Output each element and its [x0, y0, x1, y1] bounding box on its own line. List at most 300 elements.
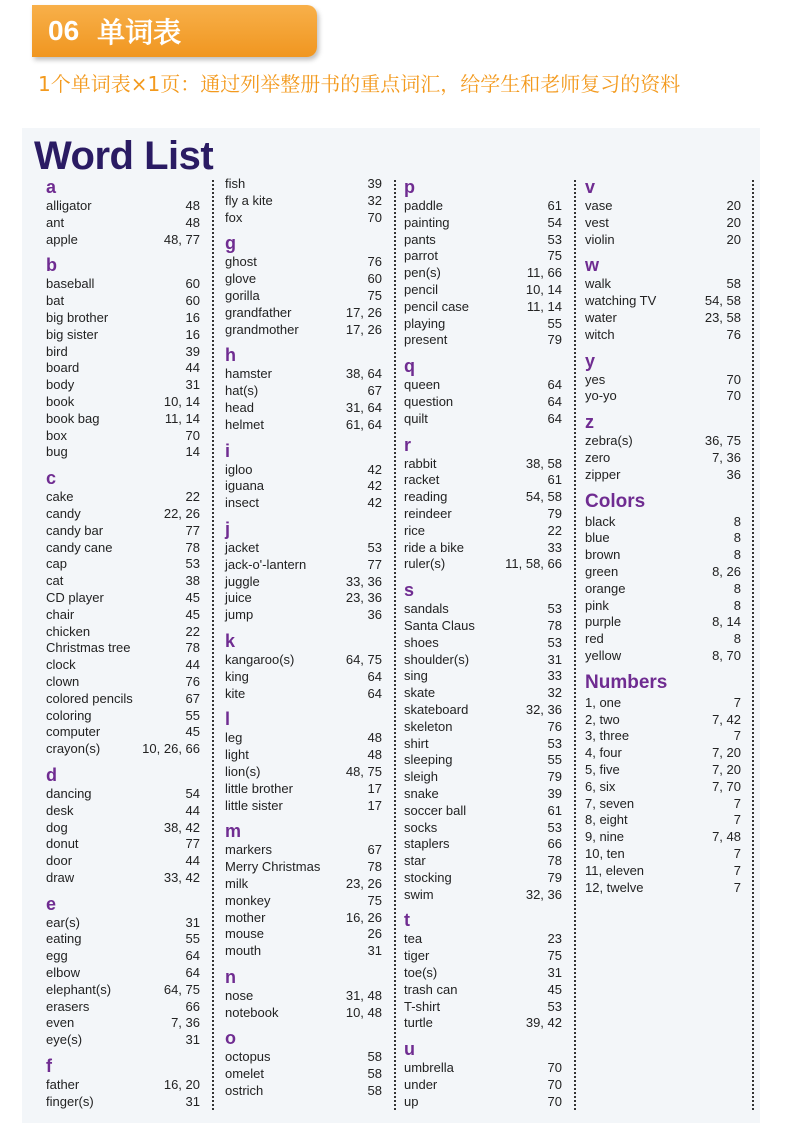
page-numbers: 77 — [185, 522, 200, 538]
word-text: fish — [225, 176, 246, 191]
page-numbers: 26 — [367, 926, 382, 942]
word-entry — [225, 926, 382, 943]
word-entry — [404, 1015, 562, 1032]
letter-heading: r — [404, 434, 412, 455]
word-entry — [225, 669, 382, 686]
word-text: purple — [585, 614, 622, 630]
word-entry — [404, 870, 562, 887]
word-text: fly a kite — [225, 192, 273, 208]
word-entry — [46, 820, 200, 837]
page-numbers: 10, 14 — [525, 281, 562, 297]
page-numbers: 31, 48 — [345, 987, 382, 1003]
page-numbers: 45 — [185, 724, 200, 740]
page-numbers: 7 — [733, 728, 741, 744]
page-numbers: 7, 42 — [712, 711, 741, 727]
word-text: dog — [46, 819, 68, 835]
word-text: 8, eight — [585, 812, 628, 828]
page-numbers: 64 — [367, 685, 382, 701]
letter-heading: j — [225, 518, 231, 539]
page-numbers: 70 — [547, 1077, 562, 1093]
word-entry — [46, 786, 200, 803]
page-numbers: 70 — [547, 1060, 562, 1076]
page-numbers: 58 — [726, 276, 741, 292]
word-text: 5, five — [585, 761, 620, 777]
word-entry — [404, 601, 562, 618]
word-text: father — [46, 1077, 80, 1093]
word-entry — [404, 931, 562, 948]
word-entry — [46, 1094, 200, 1111]
word-text: kite — [225, 685, 246, 701]
word-text: book bag — [46, 410, 100, 426]
page-numbers: 10, 48 — [345, 1004, 382, 1020]
word-entry — [225, 747, 382, 764]
section-subtitle: 1个单词表×1页：通过列举整册书的重点词汇，给学生和老师复习的资料 — [38, 72, 681, 96]
page-numbers: 44 — [185, 657, 200, 673]
word-text: markers — [225, 842, 272, 858]
word-entry — [46, 573, 200, 590]
word-text: jacket — [225, 539, 259, 555]
word-entry — [404, 948, 562, 965]
word-text: walk — [585, 276, 612, 292]
word-text: kangaroo(s) — [225, 651, 295, 667]
word-entry — [585, 450, 741, 467]
page-numbers: 10, 14 — [163, 393, 200, 409]
word-text: paddle — [404, 198, 444, 213]
word-text: pants — [404, 231, 436, 247]
word-entry — [404, 198, 562, 215]
page-numbers: 11, 14 — [526, 298, 562, 314]
page-numbers: 61, 64 — [345, 416, 382, 432]
word-entry — [46, 523, 200, 540]
column-divider — [752, 180, 754, 1110]
word-text: swim — [404, 886, 434, 902]
word-text: little sister — [225, 797, 283, 813]
word-entry — [585, 276, 741, 293]
word-text: little brother — [225, 780, 293, 796]
section-tab — [32, 5, 317, 57]
word-entry — [404, 685, 562, 702]
letter-heading: k — [225, 630, 236, 651]
page-numbers: 53 — [547, 735, 562, 751]
letter-heading: u — [404, 1039, 415, 1060]
word-text: black — [585, 513, 616, 529]
word-entry — [404, 887, 562, 904]
letter-heading: h — [225, 345, 236, 366]
page-numbers: 55 — [185, 931, 200, 947]
page-numbers: 36 — [367, 607, 382, 623]
word-entry — [46, 327, 200, 344]
word-entry — [585, 547, 741, 564]
page-numbers: 38, 58 — [525, 455, 562, 471]
word-text: reading — [404, 489, 448, 505]
word-entry — [225, 366, 382, 383]
page-numbers: 7 — [733, 694, 741, 710]
page-numbers: 8 — [733, 530, 741, 546]
word-entry — [404, 506, 562, 523]
word-entry — [225, 540, 382, 557]
page-numbers: 11, 66 — [526, 265, 562, 281]
word-entry — [585, 198, 741, 215]
page-numbers: 55 — [547, 315, 562, 331]
page-numbers: 67 — [185, 690, 200, 706]
word-text: soccer ball — [404, 802, 467, 818]
word-text: eye(s) — [46, 1032, 83, 1048]
word-text: eating — [46, 931, 82, 947]
page-numbers: 67 — [367, 842, 382, 858]
word-entry — [404, 1094, 562, 1111]
page-numbers: 14 — [185, 444, 200, 460]
word-text: Santa Claus — [404, 617, 475, 633]
page-numbers: 42 — [367, 461, 382, 477]
word-entry — [225, 943, 382, 960]
word-text: computer — [46, 724, 101, 740]
letter-heading: f — [46, 1056, 52, 1077]
word-text: pink — [585, 597, 609, 613]
column-divider — [574, 180, 576, 1110]
letter-heading: n — [225, 966, 236, 987]
page-numbers: 77 — [185, 836, 200, 852]
word-entry — [46, 657, 200, 674]
word-text: 6, six — [585, 778, 616, 794]
letter-heading: v — [585, 177, 596, 197]
word-entry — [46, 624, 200, 641]
letter-heading: o — [225, 1028, 236, 1049]
page-numbers: 7, 36 — [712, 449, 741, 465]
word-entry — [46, 590, 200, 607]
word-text: green — [585, 563, 619, 579]
word-text: leg — [225, 730, 243, 746]
word-entry — [225, 988, 382, 1005]
word-text: umbrella — [404, 1060, 454, 1076]
word-text: staplers — [404, 836, 450, 852]
word-text: colored pencils — [46, 690, 133, 706]
word-text: bird — [46, 343, 68, 359]
page-numbers: 31 — [185, 1093, 200, 1109]
page-numbers: 58 — [367, 1049, 382, 1065]
letter-heading: b — [46, 255, 57, 276]
page-numbers: 7 — [733, 862, 741, 878]
page-numbers: 60 — [367, 271, 382, 287]
letter-heading: g — [225, 233, 236, 254]
page-numbers: 79 — [547, 769, 562, 785]
word-text: ostrich — [225, 1083, 264, 1099]
page-numbers: 76 — [185, 673, 200, 689]
word-text: gorilla — [225, 287, 260, 303]
page-numbers: 53 — [547, 634, 562, 650]
word-entry — [46, 965, 200, 982]
page-numbers: 53 — [547, 819, 562, 835]
word-entry — [585, 598, 741, 615]
word-entry — [225, 893, 382, 910]
word-entry — [404, 232, 562, 249]
category-heading: Numbers — [585, 671, 668, 693]
page-numbers: 31 — [547, 965, 562, 981]
word-text: racket — [404, 472, 440, 488]
word-text: even — [46, 1015, 75, 1031]
page-numbers: 78 — [185, 539, 200, 555]
word-entry — [225, 590, 382, 607]
word-text: turtle — [404, 1015, 433, 1031]
word-text: mouse — [225, 926, 265, 942]
page-numbers: 53 — [547, 231, 562, 247]
page-numbers: 38, 64 — [345, 366, 382, 382]
page-numbers: 54, 58 — [525, 489, 562, 505]
word-entry — [225, 910, 382, 927]
word-text: helmet — [225, 416, 265, 432]
page-numbers: 7 — [733, 845, 741, 861]
word-text: candy bar — [46, 522, 104, 538]
word-entry — [585, 514, 741, 531]
page-numbers: 70 — [185, 427, 200, 443]
letter-heading: c — [46, 468, 57, 489]
word-text: blue — [585, 530, 610, 546]
letter-heading: d — [46, 764, 57, 785]
column-divider — [394, 180, 396, 1110]
word-entry — [46, 215, 200, 232]
word-entry — [225, 288, 382, 305]
word-text: clown — [46, 673, 80, 689]
page-numbers: 78 — [547, 617, 562, 633]
word-entry — [225, 859, 382, 876]
word-entry — [404, 618, 562, 635]
page-numbers: 7, 20 — [712, 761, 741, 777]
word-entry — [585, 728, 741, 745]
section-title: 单词表 — [97, 16, 182, 49]
word-entry — [404, 489, 562, 506]
page-numbers: 31 — [185, 1032, 200, 1048]
word-entry — [225, 842, 382, 859]
word-entry — [46, 506, 200, 523]
word-entry — [404, 635, 562, 652]
word-text: vase — [585, 198, 613, 213]
word-entry — [404, 668, 562, 685]
page-numbers: 48, 75 — [345, 763, 382, 779]
word-text: insect — [225, 495, 259, 511]
word-text: zebra(s) — [585, 433, 633, 449]
word-text: chair — [46, 606, 75, 622]
word-text: quilt — [404, 410, 428, 426]
page-numbers: 76 — [367, 254, 382, 270]
word-text: draw — [46, 869, 75, 885]
page-numbers: 31 — [185, 377, 200, 393]
word-entry — [585, 631, 741, 648]
page-numbers: 7 — [733, 795, 741, 811]
word-entry — [46, 1077, 200, 1094]
word-text: cap — [46, 556, 67, 572]
page-numbers: 8 — [733, 547, 741, 563]
page-numbers: 44 — [185, 802, 200, 818]
word-entry — [46, 708, 200, 725]
word-text: watching TV — [585, 293, 657, 309]
word-entry — [404, 820, 562, 837]
page-numbers: 75 — [547, 248, 562, 264]
page-numbers: 75 — [367, 892, 382, 908]
word-entry — [225, 322, 382, 339]
word-text: sandals — [404, 601, 449, 617]
word-entry — [585, 327, 741, 344]
word-text: fox — [225, 209, 243, 225]
page-numbers: 42 — [367, 495, 382, 511]
page-numbers: 36, 75 — [704, 433, 741, 449]
page-numbers: 32 — [367, 192, 382, 208]
word-column-2 — [225, 176, 382, 1116]
word-text: nose — [225, 987, 254, 1003]
page-numbers: 45 — [185, 606, 200, 622]
page-numbers: 55 — [547, 752, 562, 768]
word-text: stocking — [404, 869, 452, 885]
page-numbers: 38 — [185, 573, 200, 589]
page-numbers: 20 — [726, 214, 741, 230]
page-numbers: 45 — [547, 981, 562, 997]
word-text: grandfather — [225, 304, 292, 320]
word-entry — [585, 762, 741, 779]
word-text: finger(s) — [46, 1093, 94, 1109]
page-numbers: 53 — [547, 998, 562, 1014]
word-entry — [585, 829, 741, 846]
page-numbers: 53 — [367, 539, 382, 555]
page-numbers: 55 — [185, 707, 200, 723]
page-numbers: 64, 75 — [345, 651, 382, 667]
word-entry — [404, 769, 562, 786]
word-entry — [225, 1005, 382, 1022]
page-numbers: 79 — [547, 869, 562, 885]
word-text: octopus — [225, 1049, 271, 1065]
word-entry — [46, 540, 200, 557]
word-entry — [46, 377, 200, 394]
word-text: brown — [585, 547, 621, 563]
word-entry — [46, 556, 200, 573]
page-numbers: 58 — [367, 1066, 382, 1082]
letter-heading: y — [585, 350, 596, 371]
page-numbers: 39 — [185, 343, 200, 359]
word-text: iguana — [225, 478, 265, 494]
word-entry — [585, 388, 741, 405]
word-text: igloo — [225, 461, 253, 477]
word-text: book — [46, 393, 75, 409]
page-numbers: 31 — [367, 943, 382, 959]
word-entry — [46, 360, 200, 377]
page-numbers: 16, 20 — [163, 1077, 200, 1093]
page-numbers: 33, 36 — [345, 573, 382, 589]
page-numbers: 53 — [185, 556, 200, 572]
page-numbers: 64, 75 — [163, 981, 200, 997]
page-numbers: 48 — [185, 214, 200, 230]
page-numbers: 23, 36 — [345, 590, 382, 606]
word-column-4 — [585, 176, 741, 1116]
page-numbers: 17, 26 — [345, 304, 382, 320]
word-entry — [404, 411, 562, 428]
word-entry — [404, 282, 562, 299]
word-text: king — [225, 668, 249, 684]
word-text: baseball — [46, 276, 95, 292]
page-numbers: 16 — [185, 309, 200, 325]
page-numbers: 23 — [547, 931, 562, 947]
page-numbers: 20 — [726, 198, 741, 213]
page-numbers: 11, 58, 66 — [505, 556, 562, 572]
word-entry — [46, 724, 200, 741]
word-text: under — [404, 1077, 438, 1093]
word-entry — [585, 846, 741, 863]
word-text: alligator — [46, 198, 92, 213]
word-text: ear(s) — [46, 914, 80, 930]
word-entry — [404, 556, 562, 573]
word-text: ant — [46, 214, 65, 230]
word-text: skeleton — [404, 718, 453, 734]
word-column-3 — [404, 176, 562, 1116]
page-numbers: 7, 36 — [171, 1015, 200, 1031]
word-text: Merry Christmas — [225, 859, 321, 875]
word-entry — [46, 428, 200, 445]
word-text: erasers — [46, 998, 90, 1014]
word-entry — [46, 1032, 200, 1049]
page-numbers: 61 — [547, 198, 562, 213]
word-text: elbow — [46, 965, 80, 981]
word-text: body — [46, 377, 75, 393]
word-entry — [404, 853, 562, 870]
word-entry — [46, 931, 200, 948]
page-numbers: 64 — [367, 668, 382, 684]
page-numbers: 75 — [547, 948, 562, 964]
word-text: water — [585, 309, 617, 325]
word-entry — [585, 232, 741, 249]
page-numbers: 20 — [726, 231, 741, 247]
word-text: bat — [46, 293, 65, 309]
word-text: CD player — [46, 589, 104, 605]
word-text: up — [404, 1093, 419, 1109]
word-text: sleeping — [404, 752, 453, 768]
word-text: question — [404, 393, 454, 409]
word-entry — [585, 215, 741, 232]
page-numbers: 8 — [733, 631, 741, 647]
page-numbers: 48 — [367, 747, 382, 763]
page-numbers: 32, 36 — [525, 886, 562, 902]
word-entry — [46, 293, 200, 310]
word-entry — [46, 411, 200, 428]
page-numbers: 78 — [367, 859, 382, 875]
page-numbers: 54 — [185, 785, 200, 801]
word-text: candy — [46, 505, 81, 521]
word-entry — [46, 853, 200, 870]
page-numbers: 76 — [726, 326, 741, 342]
word-entry — [225, 271, 382, 288]
word-entry — [585, 614, 741, 631]
page-numbers: 44 — [185, 360, 200, 376]
page-numbers: 7 — [733, 879, 741, 895]
word-entry — [585, 695, 741, 712]
page-numbers: 45 — [185, 589, 200, 605]
page-numbers: 39 — [367, 176, 382, 191]
page-numbers: 76 — [547, 718, 562, 734]
word-entry — [46, 915, 200, 932]
word-entry — [225, 574, 382, 591]
word-text: board — [46, 360, 80, 376]
word-entry — [225, 462, 382, 479]
word-entry — [46, 198, 200, 215]
word-entry — [46, 607, 200, 624]
word-column-1 — [46, 176, 200, 1116]
page-numbers: 33, 42 — [163, 869, 200, 885]
page-numbers: 17 — [367, 797, 382, 813]
column-divider — [212, 180, 214, 1110]
word-text: grandmother — [225, 321, 299, 337]
word-text: box — [46, 427, 67, 443]
page-numbers: 16 — [185, 326, 200, 342]
word-text: elephant(s) — [46, 981, 112, 997]
word-text: jack-o'-lantern — [225, 556, 307, 572]
page-numbers: 8 — [733, 597, 741, 613]
page-numbers: 22 — [185, 489, 200, 505]
word-text: shoes — [404, 634, 439, 650]
